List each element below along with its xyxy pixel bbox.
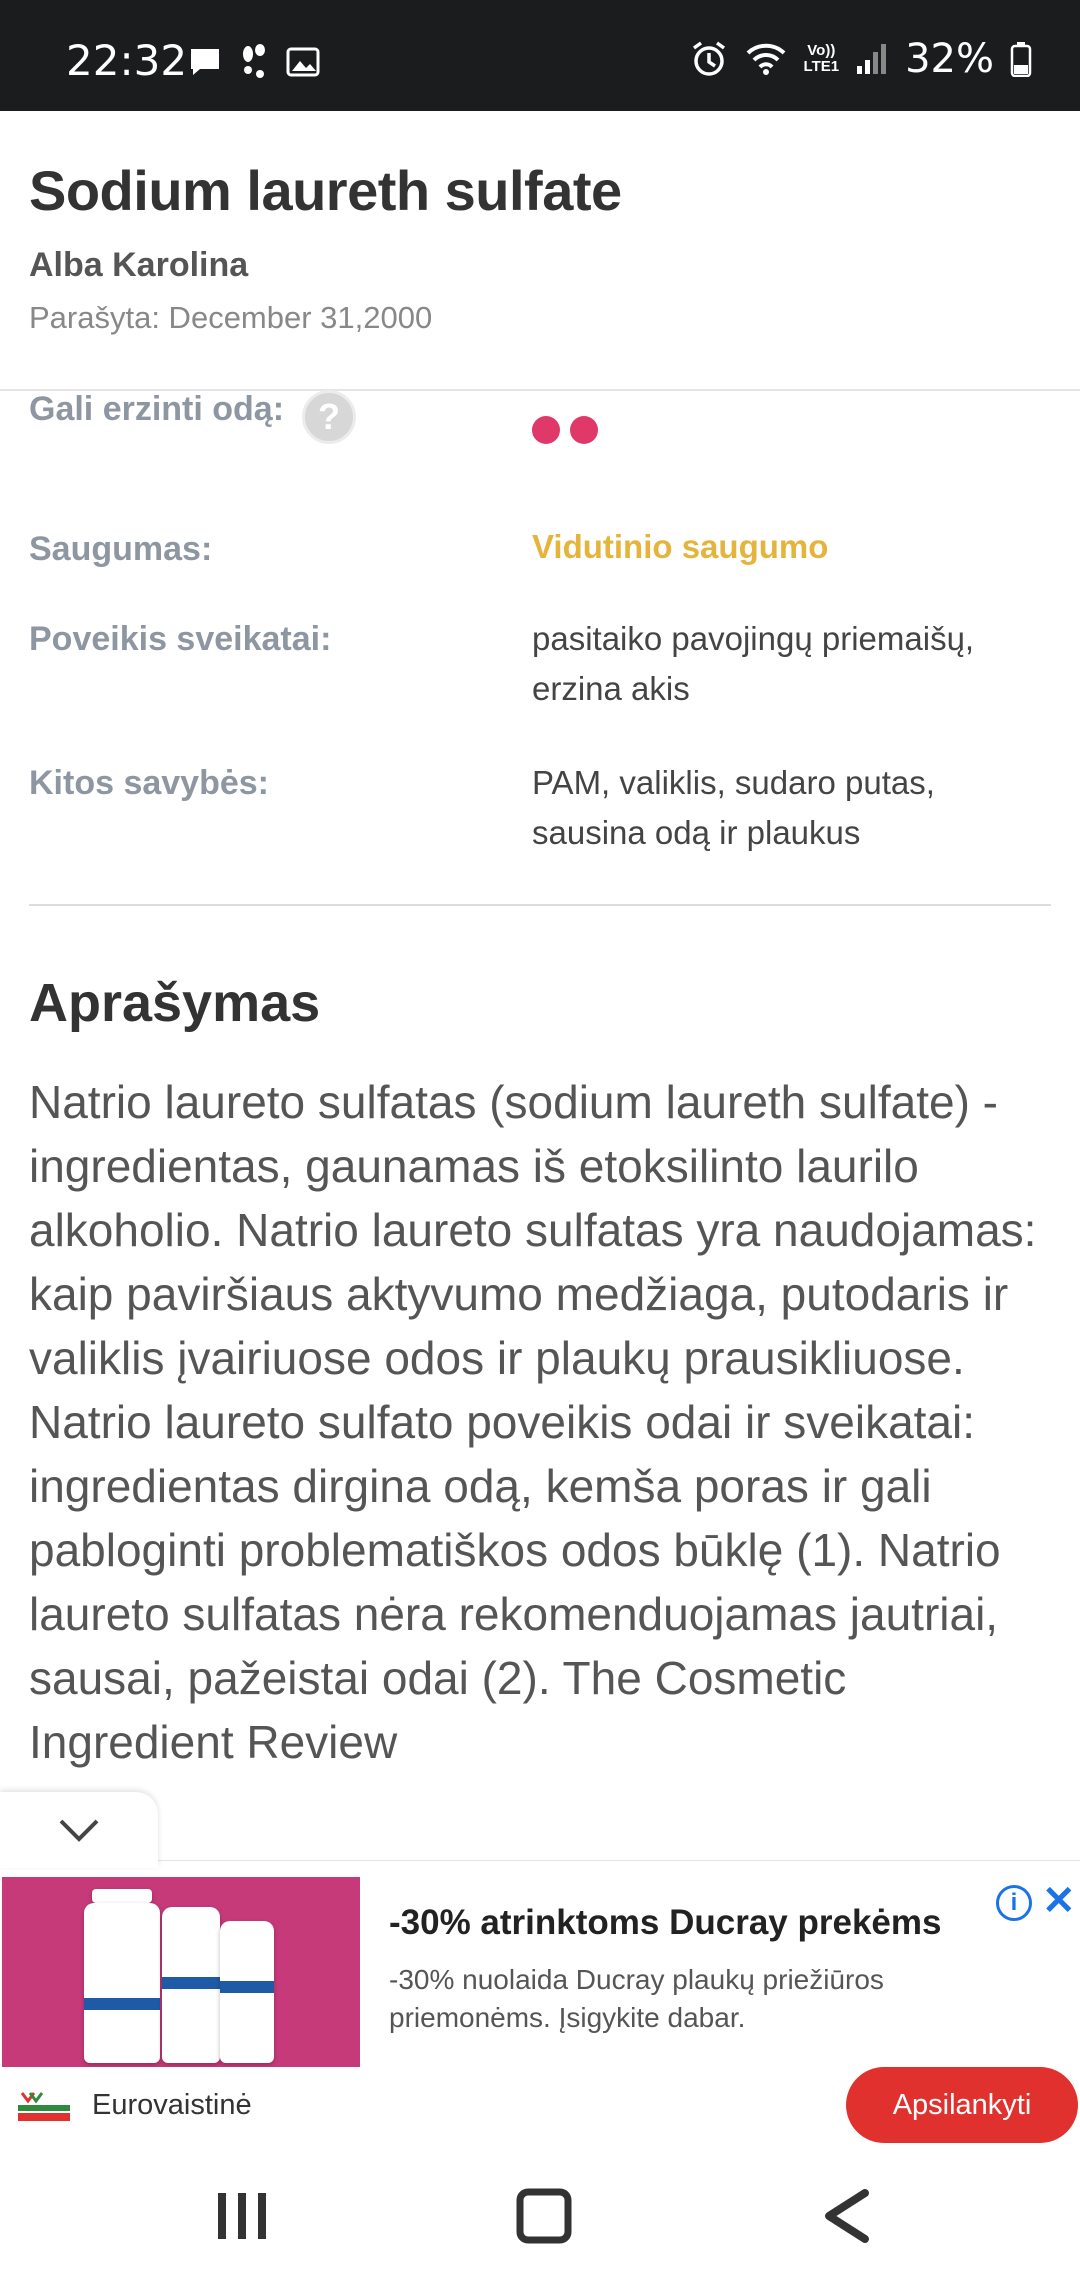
chevron-down-icon <box>57 1817 101 1843</box>
description-heading: Aprašymas <box>29 973 321 1033</box>
page-title: Sodium laureth sulfate <box>29 159 622 222</box>
product-bottle-2 <box>162 1907 220 2063</box>
ad-collapse-button[interactable] <box>0 1792 158 1868</box>
chat-icon <box>188 46 222 78</box>
irritation-dot-2 <box>570 416 598 444</box>
status-time: 22:32 <box>66 36 188 85</box>
signal-icon <box>855 42 889 76</box>
help-icon[interactable]: ? <box>302 390 356 444</box>
other-value-line-1: PAM, valiklis, sudaro putas, <box>532 764 935 801</box>
network-label: LTE1 <box>803 58 840 75</box>
publish-date: Parašyta: December 31,2000 <box>29 300 433 335</box>
bottle-cap <box>92 1889 152 1903</box>
ad-banner[interactable] <box>0 1860 1080 2145</box>
alarm-icon <box>690 40 728 78</box>
ad-close-icon[interactable]: ✕ <box>1042 1879 1076 1923</box>
battery-icon <box>1010 41 1032 77</box>
safety-label: Saugumas: <box>29 530 213 568</box>
footsteps-icon <box>240 44 268 80</box>
author-name[interactable]: Alba Karolina <box>29 246 249 284</box>
ad-body[interactable]: -30% nuolaida Ducray plaukų priežiūros priemonėms. Įsigykite dabar. <box>389 1964 884 2033</box>
ad-product-image[interactable] <box>2 1877 360 2067</box>
ad-cta-button[interactable]: Apsilankyti <box>846 2067 1078 2143</box>
battery-percent: 32% <box>905 36 994 82</box>
other-value <box>532 758 1032 858</box>
nav-home-button[interactable] <box>504 2184 584 2248</box>
recents-icon <box>212 2189 272 2243</box>
description-text: Natrio laureto sulfatas (sodium laureth sulfate) - ingredientas, gaunamas iš etoksilinto laurilo alkoholio. Natrio laureto sulfatas yra naudojamas: kaip paviršiaus aktyvumo medžiaga, putodaris ir valiklis įvairiuose odos ir plaukų prausikliuose. Natrio laureto sulfato poveikis odai ir sveikatai: ingredientas dirgina odą, kemša poras ir gali pablogintі problematiškos odos būklę (1). Natrio laureto sulfatas nėra rekomenduojamas jautriai, sausai, pažeistai odai (2). The Cosmetic Ingredient Review <box>29 1076 1037 1768</box>
gallery-icon <box>286 46 320 78</box>
safety-value: Vidutinio saugumo <box>532 528 829 565</box>
status-right <box>690 36 1032 82</box>
irritation-label: Gali erzinti odą: <box>29 390 285 428</box>
irritation-dot-1 <box>532 416 560 444</box>
notification-icons <box>188 44 320 80</box>
eurovaistine-logo <box>16 2089 72 2125</box>
back-icon <box>819 2187 873 2245</box>
home-icon <box>515 2187 573 2245</box>
health-value-line-2: erzina akis <box>532 670 690 707</box>
health-label: Poveikis sveikatai: <box>29 620 332 658</box>
other-value-line-2: sausina odą ir plaukus <box>532 814 861 851</box>
status-bar <box>0 0 1080 111</box>
section-divider <box>29 904 1051 906</box>
ad-headline[interactable]: -30% atrinktoms Ducray prekėms <box>389 1903 942 1942</box>
nav-recents-button[interactable] <box>202 2184 282 2248</box>
system-nav-bar <box>0 2148 1080 2280</box>
health-value <box>532 614 1032 714</box>
nav-back-button[interactable] <box>806 2184 886 2248</box>
wifi-icon <box>744 41 788 77</box>
product-bottle-1 <box>84 1903 160 2063</box>
ad-advertiser[interactable]: Eurovaistinė <box>92 2089 252 2121</box>
health-value-line-1: pasitaiko pavojingų priemaišų, <box>532 620 975 657</box>
other-label: Kitos savybės: <box>29 764 269 802</box>
product-bottle-3 <box>220 1921 274 2063</box>
volte-indicator <box>804 43 840 75</box>
ad-info-icon[interactable]: i <box>996 1885 1032 1921</box>
volte-label: Vo)) <box>807 42 836 59</box>
